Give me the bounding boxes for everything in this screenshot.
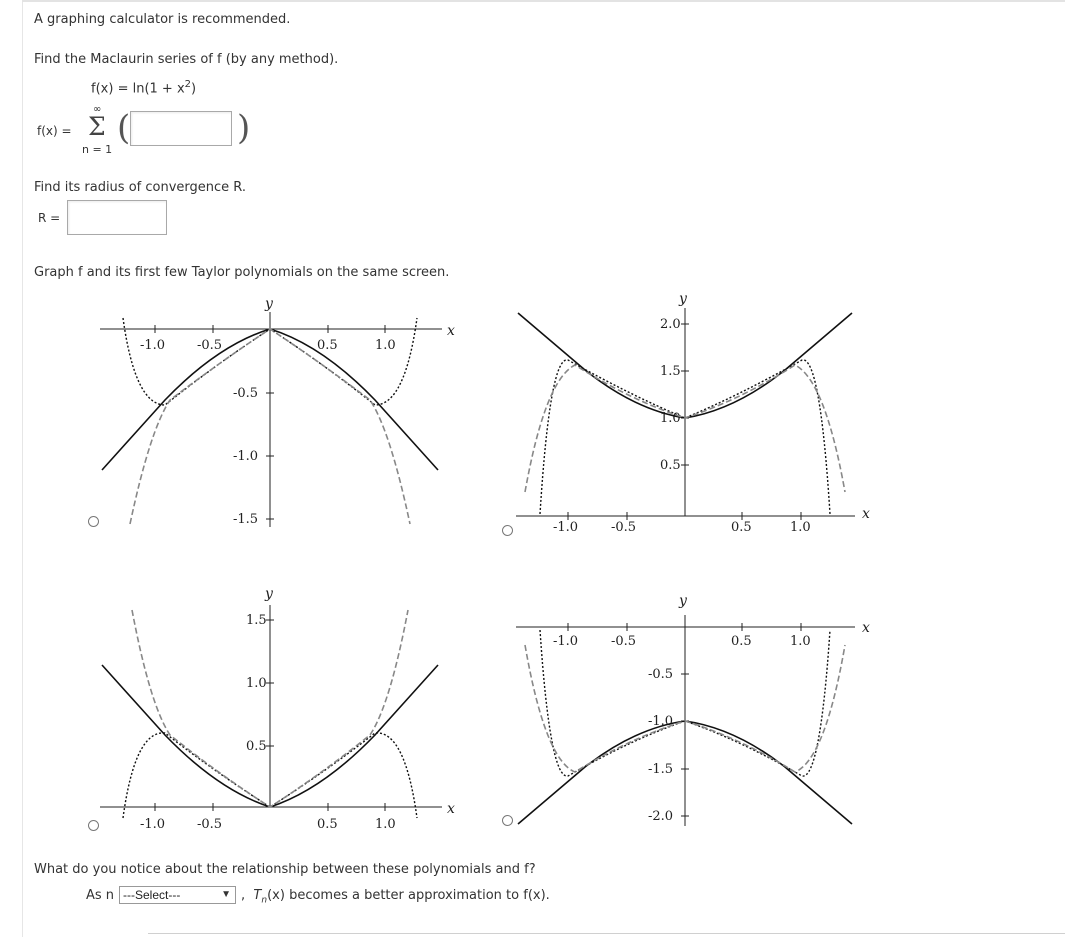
chevron-down-icon: ▼ [221, 889, 231, 900]
y-tick-label: 2.0 [660, 317, 681, 332]
sigma-lower-limit: n = 1 [82, 143, 113, 156]
y-tick-label: -0.5 [233, 386, 259, 401]
x-tick-label: 1.0 [375, 817, 396, 832]
y-tick-label: -0.5 [648, 667, 674, 682]
x-tick-label: 0.5 [731, 634, 752, 649]
x-tick-label: -0.5 [611, 520, 637, 535]
graph-instruction: Graph f and its first few Taylor polynomials on the same screen. [34, 265, 450, 280]
limit-select[interactable]: ---Select--- ▼ [119, 886, 236, 904]
x-tick-label: -0.5 [611, 634, 637, 649]
graph-option-1 [100, 296, 455, 527]
x-axis-label: x [862, 506, 870, 522]
function-definition: $f(x) = \ln(1 + x^2)$ [91, 79, 197, 97]
y-tick-label: 0.5 [660, 458, 681, 473]
sigma-symbol: Σ [88, 112, 106, 141]
y-tick-label: 0.5 [246, 739, 267, 754]
series-lhs: f(x) = [37, 124, 72, 138]
graph-option-2 [516, 291, 870, 535]
y-tick-label: 1.5 [660, 364, 681, 379]
y-tick-label: 1.0 [246, 676, 267, 691]
y-tick-label: -2.0 [648, 809, 674, 824]
y-tick-label: 1.0 [660, 411, 681, 426]
x-axis-label: x [447, 801, 455, 817]
statement-suffix: , $T_n(x)$ becomes a better approximation to f(x). [241, 888, 550, 906]
x-tick-label: -1.0 [553, 520, 579, 535]
x-tick-label: -0.5 [197, 817, 223, 832]
x-tick-label: -0.5 [197, 338, 223, 353]
x-axis-label: x [862, 620, 870, 636]
x-tick-label: 0.5 [317, 817, 338, 832]
statement-prefix: As n [86, 888, 115, 903]
x-tick-label: -1.0 [553, 634, 579, 649]
x-tick-label: -1.0 [140, 338, 166, 353]
graph-option-3 [100, 586, 455, 832]
x-tick-label: 1.0 [790, 520, 811, 535]
right-paren: ) [237, 108, 251, 148]
x-tick-label: 1.0 [375, 338, 396, 353]
x-tick-label: -1.0 [140, 817, 166, 832]
intro-text: A graphing calculator is recommended. [34, 12, 291, 27]
y-axis-label: y [265, 296, 273, 312]
x-axis-label: x [447, 323, 455, 339]
y-axis-label: y [679, 291, 687, 307]
radius-instruction: Find its radius of convergence R. [34, 180, 246, 195]
sigma-upper-limit: ∞ [93, 104, 102, 115]
bottom-divider [148, 933, 1065, 934]
y-axis-label: y [679, 593, 687, 609]
y-tick-label: 1.5 [246, 613, 267, 628]
y-tick-label: -1.0 [648, 714, 674, 729]
y-tick-label: -1.5 [233, 512, 259, 527]
relationship-question: What do you notice about the relationship between these polynomials and f? [34, 862, 536, 877]
y-tick-label: -1.0 [233, 449, 259, 464]
x-tick-label: 0.5 [731, 520, 752, 535]
y-axis-label: y [265, 586, 273, 602]
x-tick-label: 1.0 [790, 634, 811, 649]
graph-option-4 [516, 593, 870, 826]
radius-label: R = [38, 211, 61, 225]
y-tick-label: -1.5 [648, 762, 674, 777]
maclaurin-instruction: Find the Maclaurin series of f (by any method). [34, 52, 339, 67]
x-tick-label: 0.5 [317, 338, 338, 353]
left-paren: ( [117, 108, 131, 148]
